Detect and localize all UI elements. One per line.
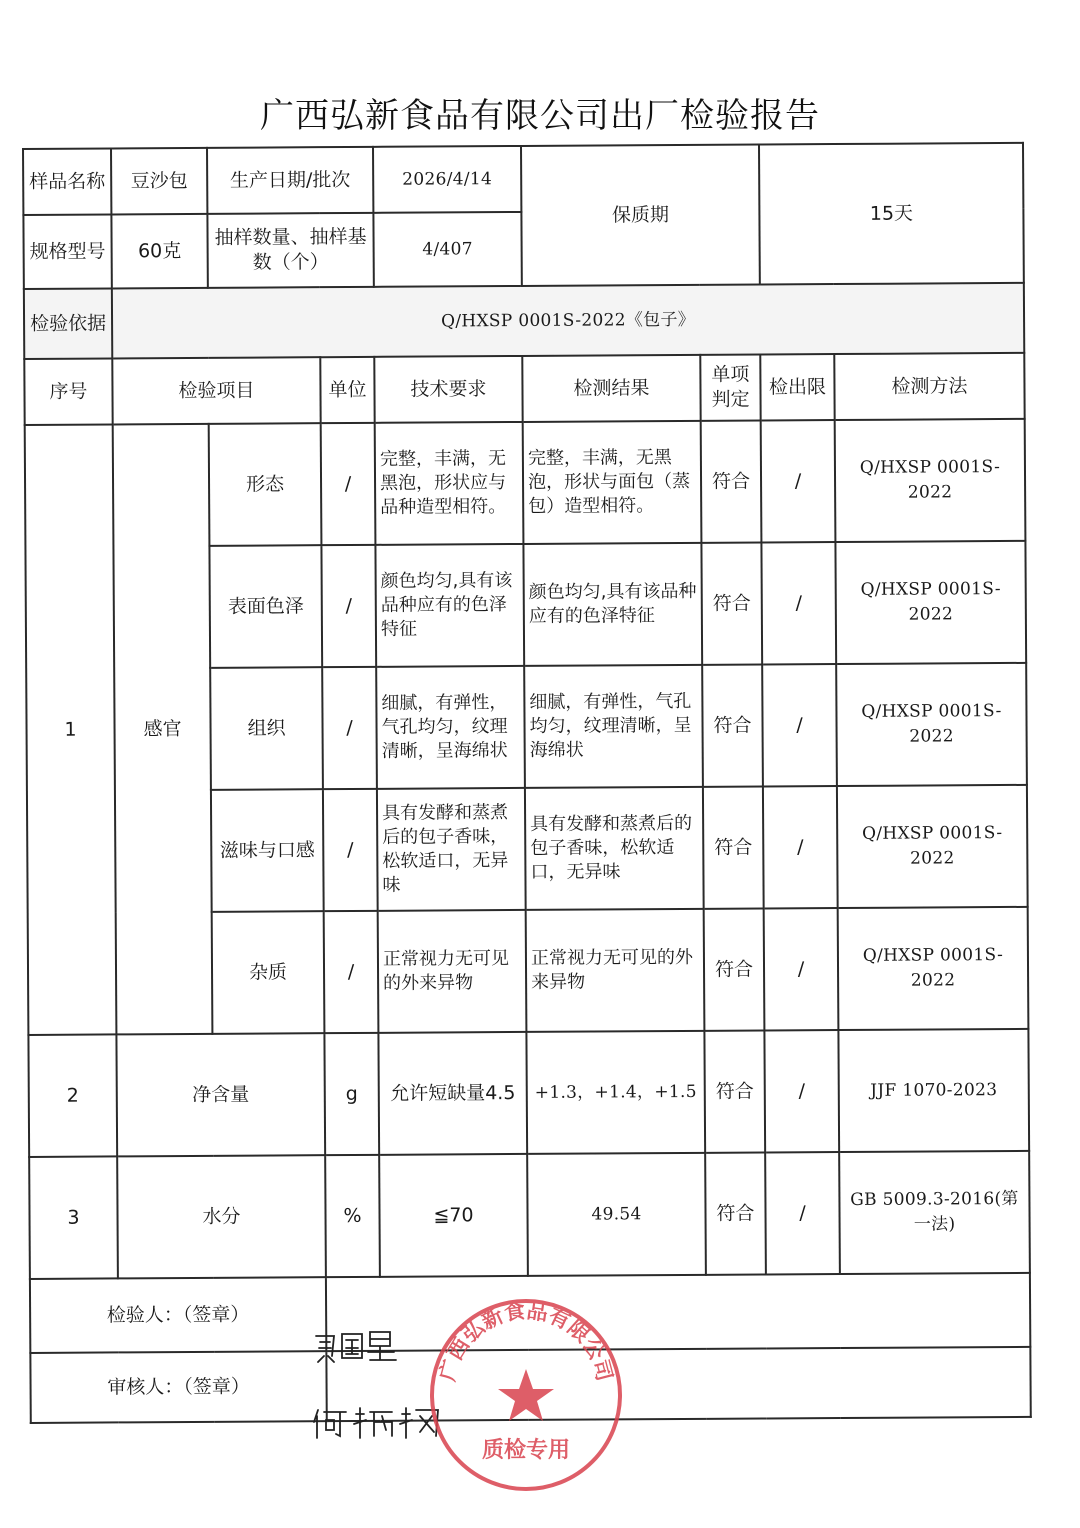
col-limit: 检出限 <box>760 354 834 420</box>
judge-cell: 符合 <box>704 1030 765 1152</box>
report-title: 广西弘新食品有限公司出厂检验报告 <box>260 96 820 136</box>
limit-cell: / <box>763 786 838 908</box>
result-cell: 具有发酵和蒸煮后的包子香味，松软适口，无异味 <box>525 787 704 910</box>
sample-name-label: 样品名称 <box>23 148 111 215</box>
unit-cell: g <box>324 1033 379 1155</box>
inspector-label: 检验人：（签章） <box>30 1277 326 1353</box>
req-cell: 颜色均匀,具有该品种应有的色泽特征 <box>375 544 524 667</box>
method-cell: Q/HXSP 0001S-2022 <box>835 541 1026 664</box>
col-item: 检验项目 <box>112 357 320 424</box>
prod-date-value: 2026/4/14 <box>373 146 521 213</box>
shelf-life-label: 保质期 <box>521 144 760 285</box>
sampling-value: 4/407 <box>373 212 521 287</box>
table-row <box>25 419 1026 547</box>
unit-cell: / <box>322 667 377 789</box>
limit-cell: / <box>761 542 836 664</box>
basis-value: Q/HXSP 0001S-2022《包子》 <box>112 283 1024 359</box>
reviewer-signature-cell <box>326 1347 1030 1421</box>
item-cell: 组织 <box>210 667 323 790</box>
req-cell: ≦70 <box>379 1154 528 1277</box>
svg-text:广西弘新食品有限公司: 广西弘新食品有限公司 <box>435 1298 617 1384</box>
item-cell: 杂质 <box>212 911 325 1034</box>
req-cell: 具有发酵和蒸煮后的包子香味，松软适口，无异味 <box>377 788 526 911</box>
col-judge: 单项判定 <box>700 354 760 420</box>
no-cell: 2 <box>28 1034 117 1157</box>
method-cell: Q/HXSP 0001S-2022 <box>836 663 1027 786</box>
item-cell: 水分 <box>117 1155 326 1278</box>
table-row <box>29 1151 1030 1279</box>
reviewer-label: 审核人：（签章） <box>30 1351 326 1423</box>
result-cell: 正常视力无可见的外来异物 <box>526 909 705 1032</box>
unit-cell: / <box>323 789 378 911</box>
col-req: 技术要求 <box>374 356 522 423</box>
method-cell: Q/HXSP 0001S-2022 <box>837 785 1028 908</box>
method-cell: GB 5009.3-2016(第一法) <box>839 1151 1030 1274</box>
judge-cell: 符合 <box>704 908 765 1030</box>
spec-value: 60克 <box>111 214 207 289</box>
inspector-signature-cell <box>326 1273 1030 1351</box>
limit-cell: / <box>764 908 839 1030</box>
no-cell: 3 <box>29 1156 118 1279</box>
unit-cell: / <box>324 911 379 1033</box>
limit-cell: / <box>765 1152 840 1274</box>
sensory-group: 感官 <box>113 424 213 1035</box>
col-method: 检测方法 <box>834 353 1024 420</box>
result-cell: 细腻，有弹性，气孔均匀，纹理清晰，呈海绵状 <box>524 665 703 788</box>
sensory-no: 1 <box>25 424 117 1035</box>
col-unit: 单位 <box>320 357 374 423</box>
judge-cell: 符合 <box>701 542 762 664</box>
judge-cell: 符合 <box>702 664 763 786</box>
sampling-label: 抽样数量、抽样基数（个） <box>207 213 373 288</box>
col-no: 序号 <box>24 358 112 425</box>
table-row <box>28 1029 1029 1157</box>
unit-cell: % <box>325 1155 380 1277</box>
judge-cell: 符合 <box>705 1152 766 1274</box>
req-cell: 细腻，有弹性，气孔均匀，纹理清晰，呈海绵状 <box>376 666 525 789</box>
limit-cell: / <box>762 664 837 786</box>
result-cell: 颜色均匀,具有该品种应有的色泽特征 <box>523 543 702 666</box>
item-cell: 滋味与口感 <box>211 789 324 912</box>
result-cell: 完整，丰满，无黑泡，形状与面包（蒸包）造型相符。 <box>523 421 702 544</box>
method-cell: Q/HXSP 0001S-2022 <box>838 907 1029 1030</box>
judge-cell: 符合 <box>703 786 764 908</box>
req-cell: 允许短缺量4.5 <box>378 1032 527 1155</box>
item-cell: 表面色泽 <box>209 545 322 668</box>
svg-text:质检专用: 质检专用 <box>481 1438 571 1463</box>
judge-cell: 符合 <box>701 420 762 542</box>
col-result: 检测结果 <box>522 355 700 422</box>
sample-name-value: 豆沙包 <box>111 148 207 215</box>
spec-label: 规格型号 <box>23 214 111 289</box>
result-cell: 49.54 <box>527 1153 706 1276</box>
basis-label: 检验依据 <box>24 288 112 359</box>
req-cell: 正常视力无可见的外来异物 <box>378 910 527 1033</box>
shelf-life-value: 15天 <box>759 143 1024 285</box>
item-cell: 净含量 <box>116 1033 325 1156</box>
req-cell: 完整，丰满，无黑泡，形状应与品种造型相符。 <box>375 422 524 545</box>
inspection-table <box>22 142 1032 1424</box>
limit-cell: / <box>764 1030 839 1152</box>
limit-cell: / <box>761 420 836 542</box>
unit-cell: / <box>321 423 376 545</box>
item-cell: 形态 <box>209 423 322 546</box>
method-cell: Q/HXSP 0001S-2022 <box>835 419 1026 542</box>
prod-date-label: 生产日期/批次 <box>207 147 373 214</box>
result-cell: +1.3，+1.4，+1.5 <box>526 1031 705 1154</box>
method-cell: JJF 1070-2023 <box>838 1029 1029 1152</box>
unit-cell: / <box>321 545 376 667</box>
